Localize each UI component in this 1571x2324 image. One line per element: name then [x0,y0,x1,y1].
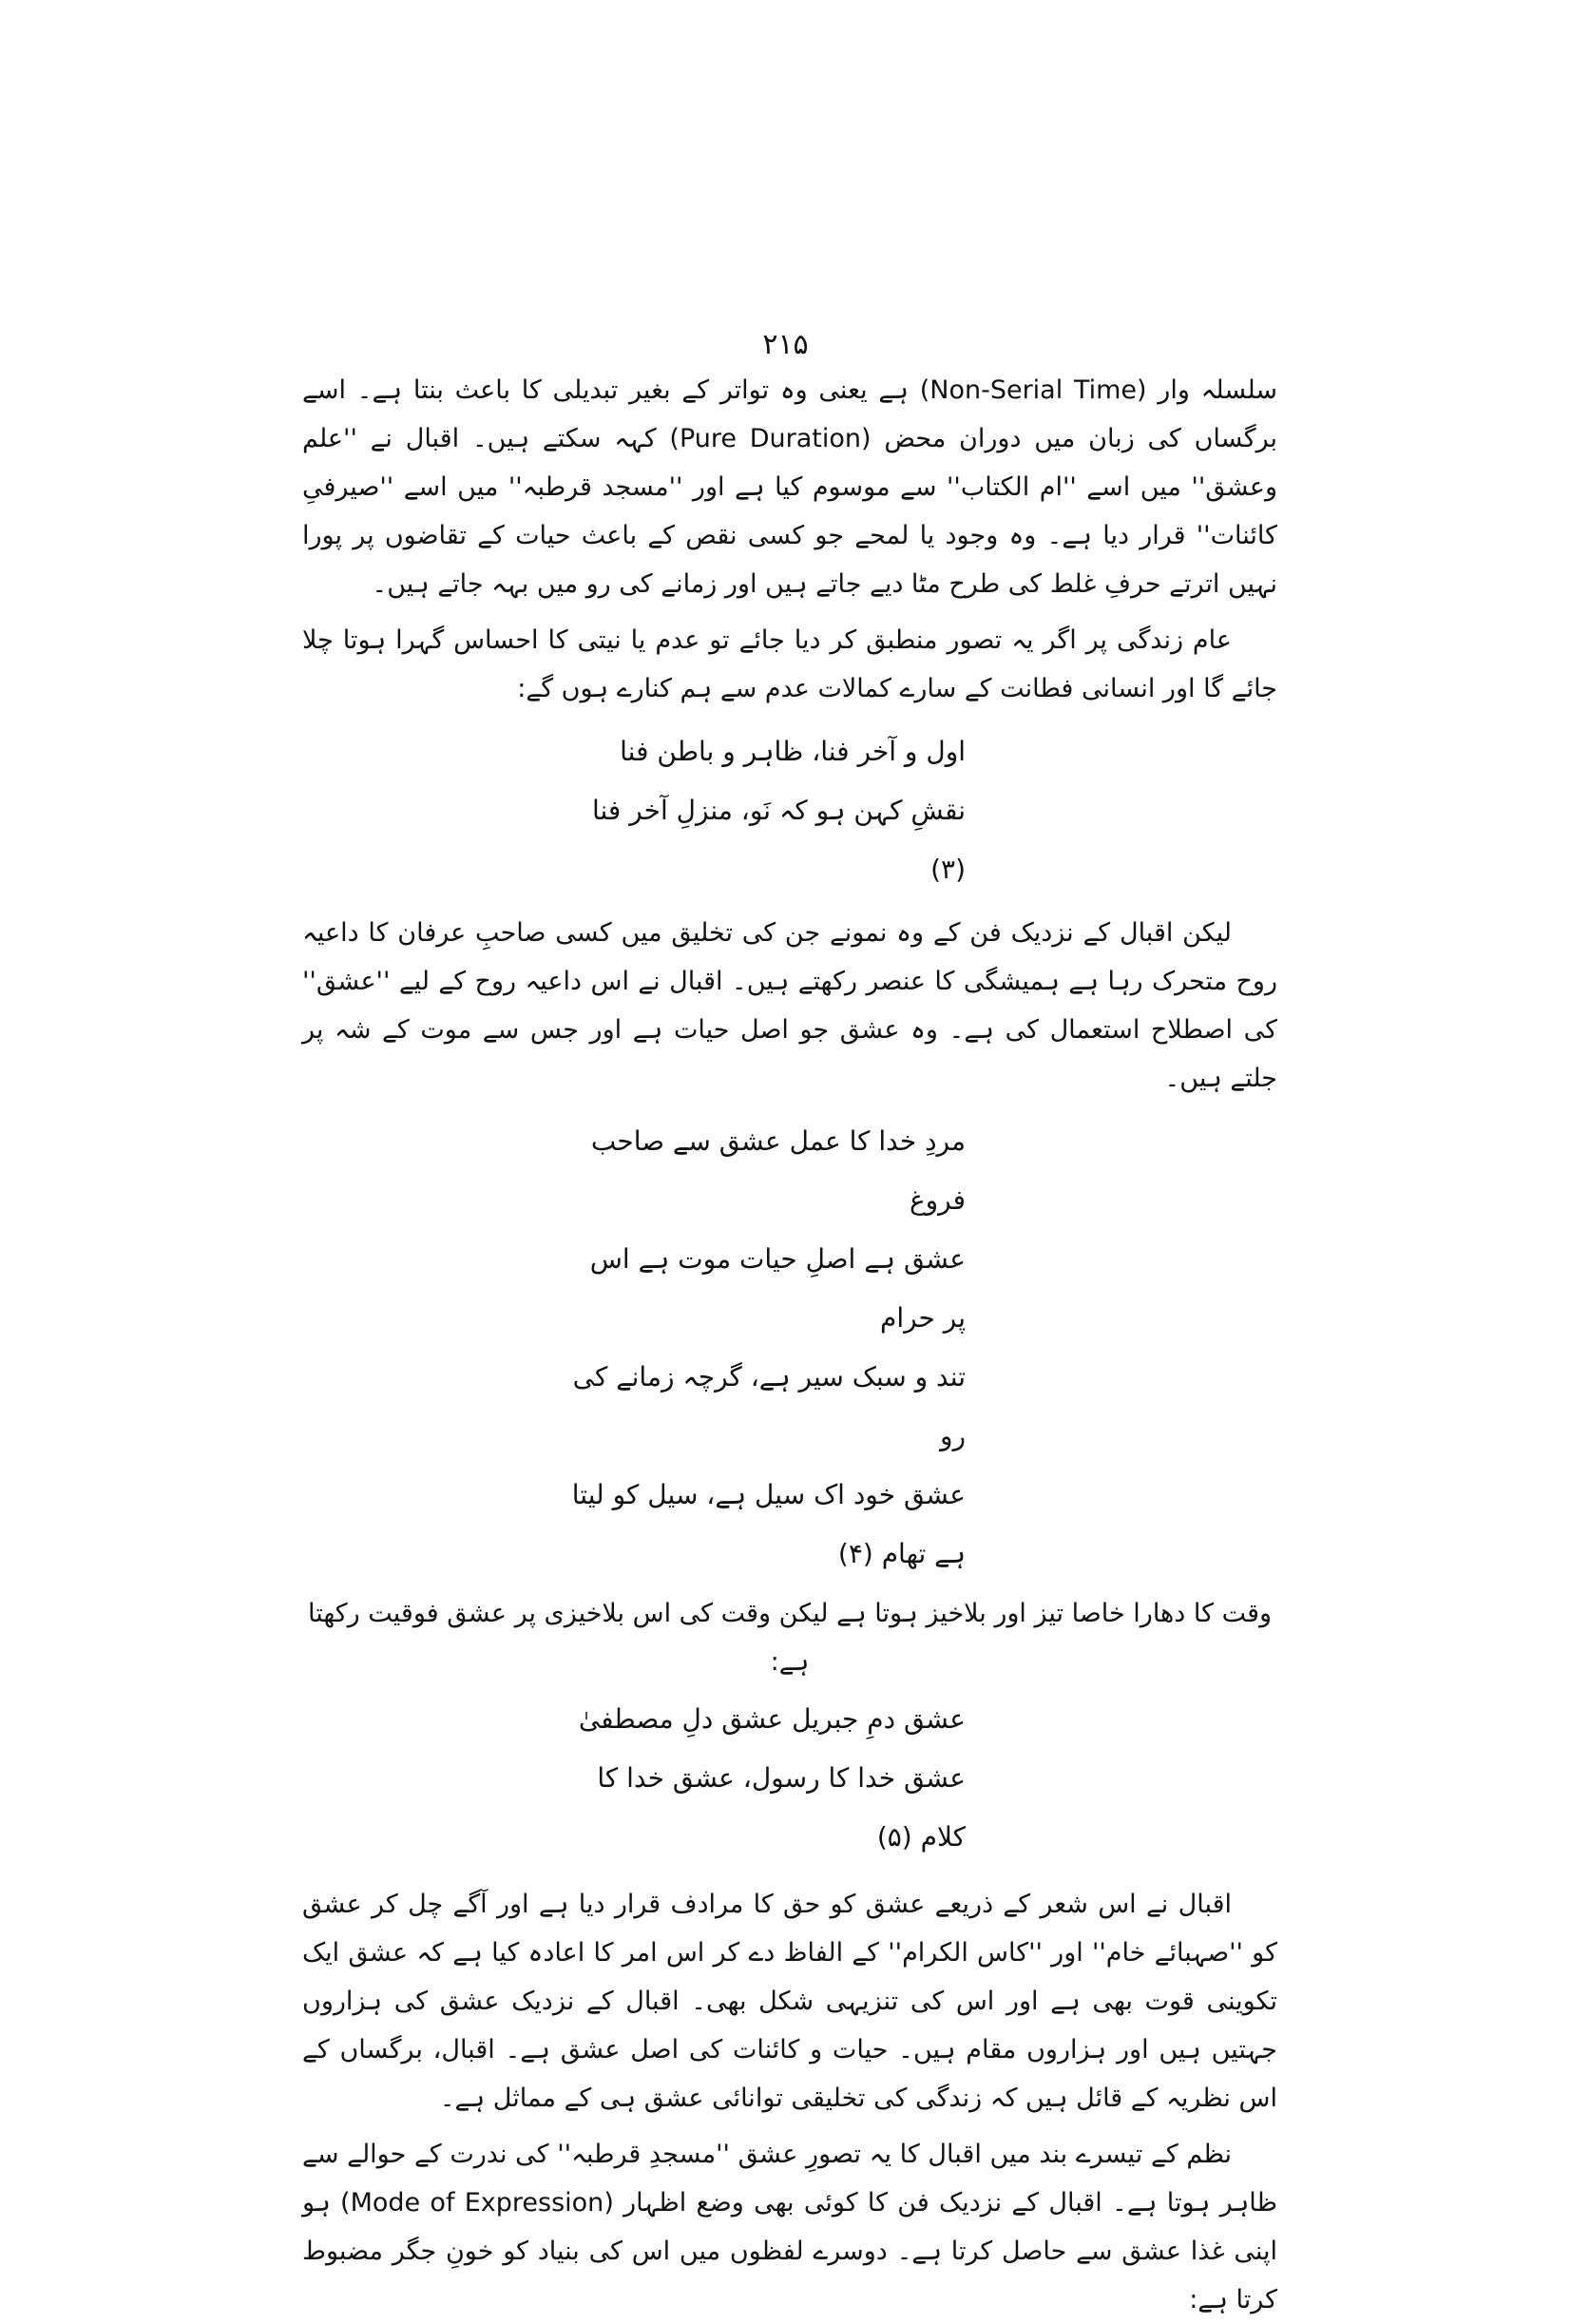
paragraph-3: لیکن اقبال کے نزدیک فن کے وہ نمونے جن کی تخلیق میں کسی صاحبِ عرفان کا داعیہ روح متحرک رہا ہے ہمیشگی کا عنصر رکھتے ہیں۔ اقبال نے اس داعیہ روح کے لیے ''عشق'' کی اصطلاح استعمال کی ہے۔ وہ عشق جو اصل حیات ہے اور جس سے موت کے شہ پر جلتے ہیں۔ [302,918,1277,1093]
verse-line: عشق ہے اصلِ حیات موت ہے اس پر حرام [589,1243,966,1334]
paragraph-6: نظم کے تیسرے بند میں اقبال کا یہ تصورِ عشق ''مسجدِ قرطبہ'' کی ندرت کے حوالے سے ظاہر ہوتا ہے۔ اقبال کے نزدیک فن کا کوئی بھی وضع اظہار (Mode of Expression) ہو اپنی غذا عشق سے حاصل کرتا ہے۔ دوسرے لفظوں میں اس کی بنیاد کو خونِ جگر مضبوط کرتا ہے: [302,2140,1278,2314]
verse-line: عشق خود اک سیل ہے، سیل کو لیتا ہے تھام (۴) [571,1479,966,1569]
paragraph-1: سلسلہ وار (Non-Serial Time) ہے یعنی وہ تواتر کے بغیر تبدیلی کا باعث بنتا ہے۔ اسے برگساں کی زبان میں دوران محض (Pure Duration) کہہ سکتے ہیں۔ اقبال نے ''علم وعشق'' میں اسے ''ام الکتاب'' سے موسوم کیا ہے اور ''مسجد قرطبہ'' میں اسے ''صیرفیِ کائنات'' قرار دیا ہے۔ وہ وجود یا لمحے جو کسی نقص کے باعث حیات کے تقاضوں پر پورا نہیں اترتے حرفِ غلط کی طرح مٹا دیے جاتے ہیں اور زمانے کی رو میں بہہ جاتے ہیں۔ [302,375,1278,599]
paragraph-2: عام زندگی پر اگر یہ تصور منطبق کر دیا جائے تو عدم یا نیتی کا احساس گہرا ہوتا چلا جائے گا اور انسانی فطانت کے سارے کمالات عدم سے ہم کنارے ہوں گے: [302,625,1277,703]
verse-block-2 [302,1112,1277,1584]
verse-line: مردِ خدا کا عمل عشق سے صاحب فروغ [590,1125,966,1216]
verse-block-3 [302,1690,1277,1867]
paragraph-4: وقت کا دھارا خاصا تیز اور بلاخیز ہوتا ہے لیکن وقت کی اس بلاخیزی پر عشق فوقیت رکھتا ہے: [307,1599,1273,1677]
verse-line: نقشِ کہن ہو کہ نَو، منزلِ آخر فنا (۳) [591,795,966,885]
verse-line: عشق خدا کا رسول، عشق خدا کا کلام (۵) [597,1762,966,1853]
verse-block-1 [302,722,1277,899]
verse-line: تند و سبک سیر ہے، گرچہ زمانے کی رو [572,1361,966,1451]
page-body [302,366,1277,2324]
verse-line: اول و آخر فنا، ظاہر و باطن فنا [620,736,966,767]
verse-line: عشق دمِ جبریل عشق دلِ مصطفیٰ [578,1703,966,1735]
paragraph-5: اقبال نے اس شعر کے ذریعے عشق کو حق کا مرادف قرار دیا ہے اور آگے چل کر عشق کو ''صہبائے خام'' اور ''کاس الکرام'' کے الفاظ دے کر اس امر کا اعادہ کیا ہے کہ عشق ایک تکوینی قوت بھی ہے اور اس کی تنزیہی شکل بھی۔ اقبال کے نزدیک عشق کی ہزاروں جہتیں ہیں اور ہزاروں مقام ہیں۔ حیات و کائنات کی اصل عشق ہے۔ اقبال، برگساں کے اس نظریہ کے قائل ہیں کہ زندگی کی تخلیقی توانائی عشق ہی کے مماثل ہے۔ [302,1890,1277,2113]
page-number: ۲۱۵ [762,328,809,361]
